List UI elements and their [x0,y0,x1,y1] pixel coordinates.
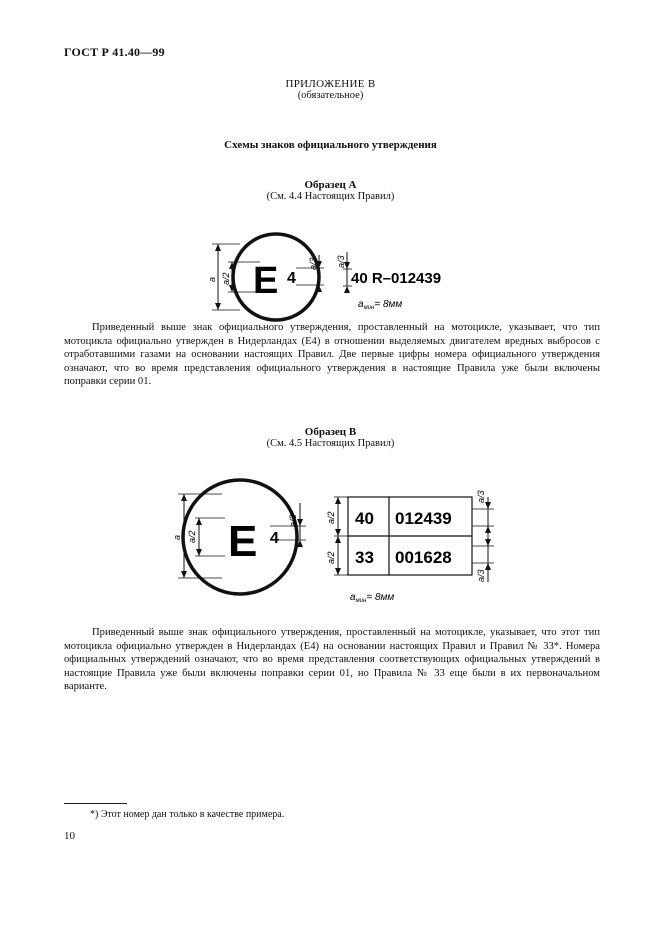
section-title: Схемы знаков официального утверждения [224,139,437,151]
sample-a-dim-half: a/2 [221,272,231,285]
sample-b-table-third-2: a/3 [476,569,486,582]
sample-b-paragraph: Приведенный выше знак официального утверждения, проставленный на мотоцикле, указывает, что этот тип мотоцикла официально утвержден в Нидерландах (E4) на основании настоящих Правил и Правил № 33*. Номера официальных утверждений означают, что во время представления соответствующих официальных утверждений в настоящие Правила уже были включены поправки серии 01, но Правила № 33 еще были в их первоначальном варианте. [64,627,600,693]
sample-b-row1-series: 40 [355,509,374,528]
sample-a-dim-third-2: a/3 [336,255,346,268]
sample-b-table-half-1: a/2 [326,511,336,524]
appendix-subtitle: (обязательное) [297,90,364,101]
sample-a-country-number: 4 [287,270,296,287]
sample-b-e-letter: E [228,517,258,566]
sample-a-approval-number: 40 R–012439 [351,270,442,287]
sample-a-paragraph: Приведенный выше знак официального утверждения, проставленный на мотоцикле, указывает, что тип мотоцикла официально утвержден в Нидерландах (E4) в отношении выделяемых двигателем вредных выбросов с отработавшими газами на основании настоящих Правил. Две первые цифры номера официального утверждения означают, что во время представления официального утверждения в настоящие Правила уже были включены поправки серии 01. [64,322,600,388]
sample-b-dim-half: a/2 [187,530,197,543]
footnote-separator [64,803,127,804]
sample-a-min-label: $a_{мин}= 8мм$ [358,299,403,311]
appendix-title: ПРИЛОЖЕНИЕ В [285,78,376,90]
sample-b-row2-series: 33 [355,548,374,567]
sample-b-dim-third: a/3 [288,514,298,527]
sample-b-row2-number: 001628 [395,548,452,567]
sample-b-min-label: $a_{мин}= 8мм$ [350,592,395,604]
sample-b-reference: (См. 4.5 Настоящих Правил) [266,438,395,449]
sample-a-dim-third-1: a/3 [308,257,318,270]
footnote: *) Этот номер дан только в качестве примера. [90,809,285,820]
document-code: ГОСТ Р 41.40—99 [64,45,165,59]
sample-a-reference: (См. 4.4 Настоящих Правил) [266,191,395,202]
sample-b-table-third-1: a/3 [476,490,486,503]
sample-a-title: Образец А [304,179,357,191]
sample-b-dim-a: a [172,534,182,540]
sample-a-e-letter: E [253,260,279,302]
sample-b-row1-number: 012439 [395,509,452,528]
sample-b-country-number: 4 [270,530,279,547]
sample-a-dim-a: a [207,276,217,282]
sample-b-table-half-2: a/2 [326,551,336,564]
sample-b-title: Образец В [304,426,357,438]
page-number: 10 [64,830,75,842]
